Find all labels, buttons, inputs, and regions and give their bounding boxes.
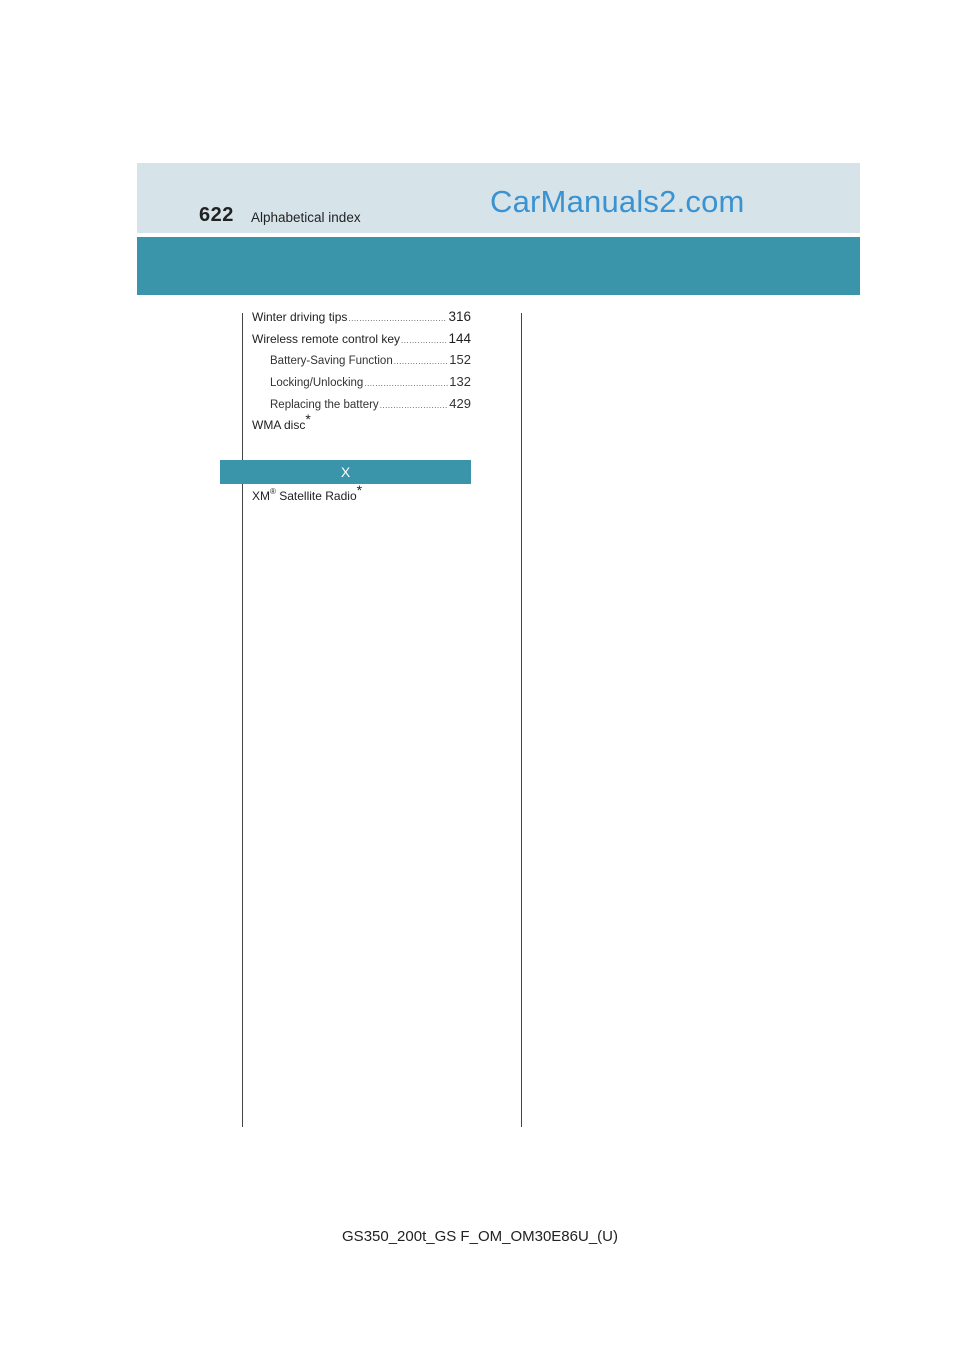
document-code-footer: GS350_200t_GS F_OM_OM30E86U_(U) [342,1228,618,1245]
asterisk-mark: * [356,482,363,498]
index-entry-xm-satellite-radio[interactable] [252,482,363,503]
entry-label: Battery-Saving Function [270,355,393,367]
entry-label-prefix: XM [252,489,270,503]
registered-mark: ® [270,487,276,496]
column-divider-left [242,313,243,1127]
index-entry-wma-disc[interactable] [252,411,311,432]
entry-label: Locking/Unlocking [270,377,364,389]
entry-page: 429 [449,396,471,411]
index-subentry-replacing-the-battery[interactable] [270,396,471,411]
header-color-band [137,237,860,295]
index-entry-winter-driving-tips[interactable] [252,309,471,324]
watermark-link[interactable]: CarManuals2.com [490,184,745,219]
entry-label: Replacing the battery [270,399,379,411]
section-title: Alphabetical index [251,210,361,225]
leader-dots [394,357,449,366]
letter-heading-x: X [220,460,471,484]
leader-dots [380,401,449,410]
leader-dots [401,336,447,345]
index-entry-wireless-remote-control-key[interactable] [252,331,471,346]
page-number: 622 [199,204,234,226]
asterisk-mark: * [305,411,311,427]
entry-label: Wireless remote control key [252,332,401,346]
index-subentry-locking-unlocking[interactable] [270,374,471,389]
entry-page: 144 [448,331,471,346]
entry-label: WMA disc [252,418,306,432]
column-divider-right [521,313,522,1127]
entry-page: 316 [448,309,471,324]
entry-label: Satellite Radio [275,489,357,503]
index-subentry-battery-saving-function[interactable] [270,352,471,367]
leader-dots [348,314,447,323]
entry-page: 152 [449,352,471,367]
entry-label: Winter driving tips [252,310,348,324]
entry-page: 132 [449,374,471,389]
leader-dots [364,379,448,388]
